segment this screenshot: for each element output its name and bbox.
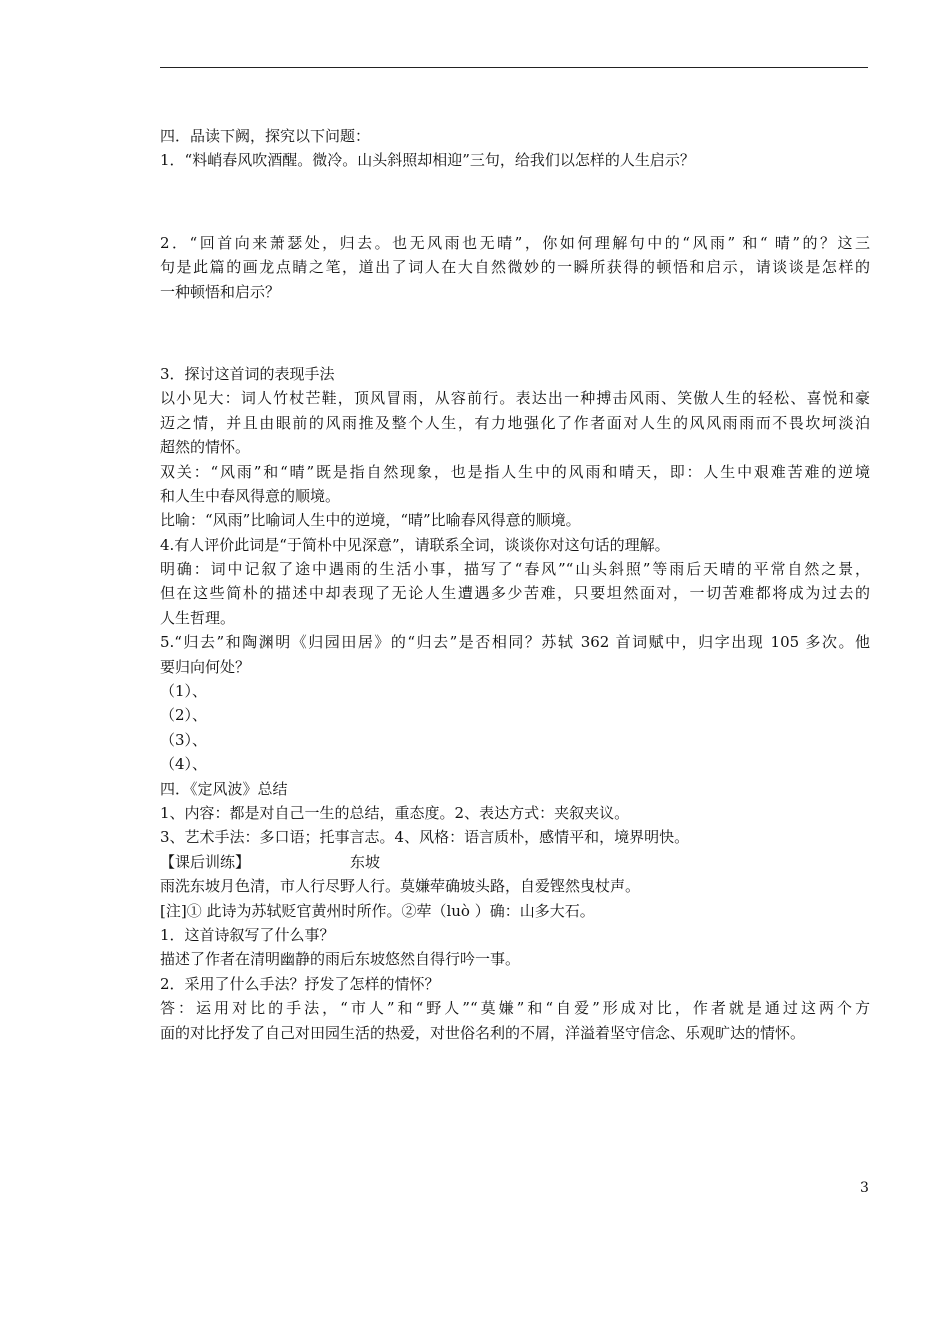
text-line-content: 比喻：“风雨”比喻词人生中的逆境，“晴”比喻春风得意的顺境。 bbox=[160, 511, 581, 530]
text-line-content: 1、内容：都是对自己一生的总结，重态度。2、表达方式：夹叙夹议。 bbox=[160, 803, 630, 822]
text-line-content: 一种顿悟和启示？ bbox=[160, 282, 281, 301]
text-line bbox=[160, 231, 870, 255]
text-line bbox=[160, 362, 870, 386]
text-line-content: [注]① 此诗为苏轼贬官黄州时所作。②荦（luò ）确：山多大石。 bbox=[160, 901, 595, 920]
text-line-content: （3）、 bbox=[160, 730, 208, 749]
text-line-content: 3、艺术手法：多口语；托事言志。4、风格：语言质朴，感情平和，境界明快。 bbox=[160, 828, 690, 847]
text-line-content: 答：运用对比的手法，“市人”和“野人”“莫嫌”和“自爱”形成对比，作者就是通过这两个方 bbox=[160, 999, 870, 1018]
page-number: 3 bbox=[860, 1180, 869, 1196]
text-line-content: 2．“回首向来萧瑟处，归去。也无风雨也无晴”，你如何理解句中的“风雨” 和“ 晴”的？这三 bbox=[160, 233, 870, 252]
text-line-content: 明确：词中记叙了途中遇雨的生活小事，描写了“春风”“山头斜照”等雨后天晴的平常自然之景， bbox=[160, 560, 870, 579]
text-line bbox=[160, 484, 870, 508]
text-line-content: 双关：“风雨”和“晴”既是指自然现象，也是指人生中的风雨和晴天，即：人生中艰难苦难的逆境 bbox=[160, 462, 870, 481]
text-line bbox=[160, 435, 870, 459]
text-line-content: 但在这些简朴的描述中却表现了无论人生遭遇多少苦难，只要坦然面对，一切苦难都将成为过去的 bbox=[160, 584, 870, 603]
header-rule bbox=[160, 67, 868, 68]
text-line-content: 描述了作者在清明幽静的雨后东坡悠然自得行吟一事。 bbox=[160, 950, 521, 969]
paragraph-gap bbox=[160, 173, 870, 231]
text-line bbox=[160, 460, 870, 484]
text-line bbox=[160, 557, 870, 581]
text-line bbox=[160, 255, 870, 279]
text-line bbox=[160, 606, 870, 630]
text-line bbox=[160, 386, 870, 410]
text-line-content: 3．探讨这首词的表现手法 bbox=[160, 364, 335, 383]
text-line-content: 4.有人评价此词是“于简朴中见深意”，请联系全词，谈谈你对这句话的理解。 bbox=[160, 535, 670, 554]
text-line bbox=[160, 1021, 870, 1045]
text-line-content: 雨洗东坡月色清，市人行尽野人行。莫嫌荦确坡头路，自爱铿然曳杖声。 bbox=[160, 877, 641, 896]
text-line bbox=[160, 923, 870, 947]
text-line bbox=[160, 777, 870, 801]
text-line bbox=[160, 850, 870, 874]
text-line bbox=[160, 655, 870, 679]
text-line bbox=[160, 679, 870, 703]
text-line-content: （4）、 bbox=[160, 755, 208, 774]
text-line-content: 和人生中春风得意的顺境。 bbox=[160, 486, 341, 505]
text-line bbox=[160, 728, 870, 752]
text-line-content: 1．这首诗叙写了什么事？ bbox=[160, 925, 335, 944]
document-body bbox=[160, 124, 870, 1045]
text-line bbox=[160, 703, 870, 727]
text-line-content: 句是此篇的画龙点睛之笔，道出了词人在大自然微妙的一瞬所获得的顿悟和启示，请谈谈是怎样的 bbox=[160, 258, 870, 277]
text-line bbox=[160, 947, 870, 971]
text-line bbox=[160, 874, 870, 898]
text-line-content: 四．《定风波》总结 bbox=[160, 779, 288, 798]
text-line bbox=[160, 972, 870, 996]
poem-title: 东坡 bbox=[350, 852, 381, 871]
text-line bbox=[160, 280, 870, 304]
text-line-content: （2）、 bbox=[160, 706, 208, 725]
text-line bbox=[160, 533, 870, 557]
text-line bbox=[160, 148, 870, 172]
text-line-content: 1．“料峭春风吹酒醒。微冷。山头斜照却相迎”三句，给我们以怎样的人生启示？ bbox=[160, 151, 695, 170]
text-line-content: 2．采用了什么手法？抒发了怎样的情怀？ bbox=[160, 974, 440, 993]
text-line bbox=[160, 752, 870, 776]
text-line bbox=[160, 899, 870, 923]
paragraph-gap bbox=[160, 304, 870, 362]
text-line bbox=[160, 411, 870, 435]
text-line-content: 以小见大：词人竹杖芒鞋，顶风冒雨，从容前行。表达出一种搏击风雨、笑傲人生的轻松、喜悦和豪 bbox=[160, 389, 870, 408]
text-line-content: 要归向何处？ bbox=[160, 657, 251, 676]
text-line-content: 超然的情怀。 bbox=[160, 438, 251, 457]
text-line bbox=[160, 825, 870, 849]
text-line-content: 人生哲理。 bbox=[160, 608, 236, 627]
text-line-content: （1）、 bbox=[160, 682, 208, 701]
text-line bbox=[160, 801, 870, 825]
text-line bbox=[160, 508, 870, 532]
text-line-content: 面的对比抒发了自己对田园生活的热爱，对世俗名利的不屑，洋溢着坚守信念、乐观旷达的情怀。 bbox=[160, 1023, 806, 1042]
text-line-content: 四．品读下阙，探究以下问题： bbox=[160, 127, 371, 145]
text-line bbox=[160, 124, 870, 148]
text-line-content: 【课后训练】 bbox=[160, 852, 251, 871]
text-line bbox=[160, 581, 870, 605]
text-line bbox=[160, 630, 870, 654]
text-line bbox=[160, 996, 870, 1020]
text-line-content: 5.“归去”和陶渊明《归园田居》的“归去”是否相同？苏轼 362 首词赋中，归字出现 105 多次。他 bbox=[160, 633, 870, 652]
text-line-content: 迈之情，并且由眼前的风雨推及整个人生，有力地强化了作者面对人生的风风雨雨而不畏坎坷淡泊 bbox=[160, 413, 870, 432]
